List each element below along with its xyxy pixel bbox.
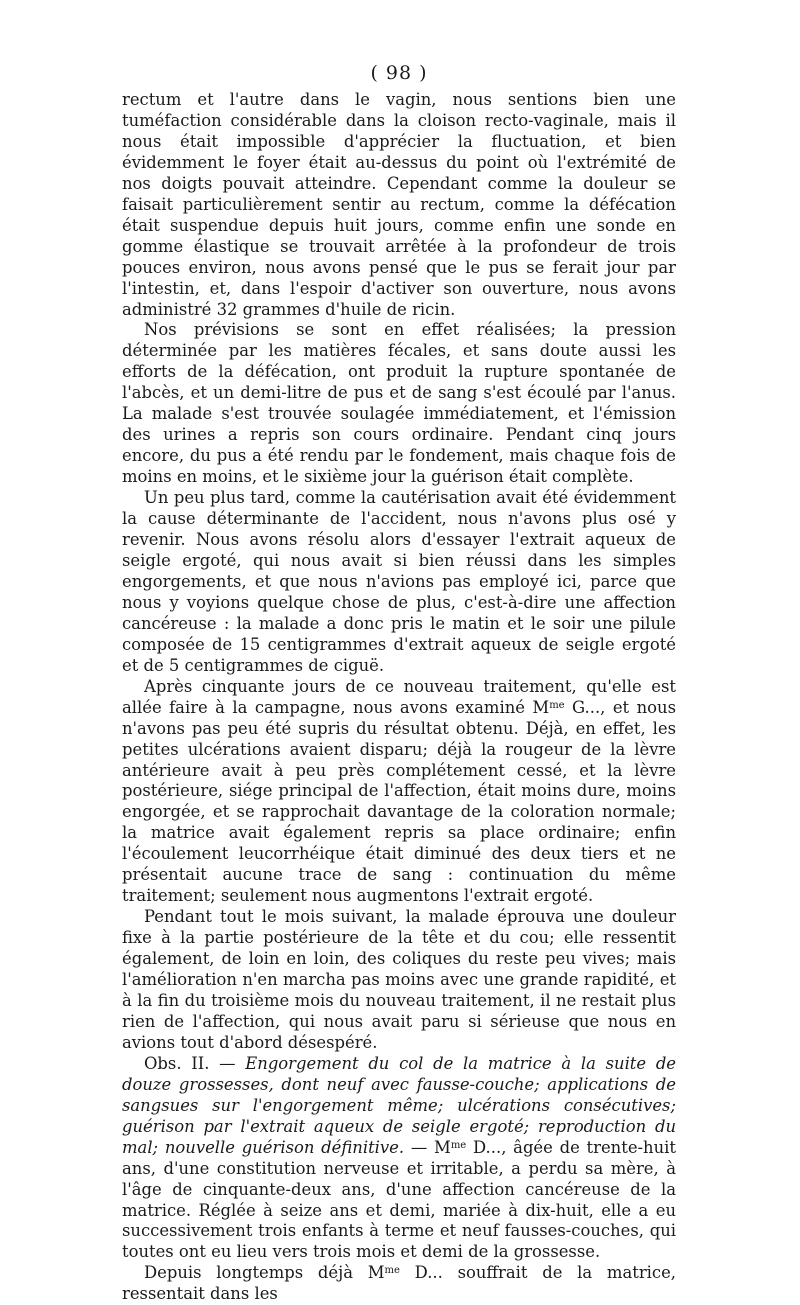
page-number: ( 98 ) [370,62,428,84]
observation-label: Obs. II. — [144,1053,246,1073]
observation-title: Engorgement du col de la matrice à la suite de douze grossesses, dont neuf avec fausse-couche; applications de sangsues sur l'engorgement même; ulcérations consécutives; guérison par l'extrait aqueux de seigle ergoté; reproduction du mal; nouvelle guérison définitive. [122,1053,677,1157]
abbreviation-superscript: me [549,699,565,711]
paragraph-text: D..., âgée de trente-huit ans, d'une constitution nerveuse et irritable, a perdu sa mère, à l'âge de cinquante-deux ans, d'une affection cancéreuse de la matrice. Réglée à seize ans et demi, mariée à dix-huit, elle a eu successivement trois enfants à terme et neuf fausses-couches, qui toutes ont eu lieu vers trois mois et demi de la grossesse. [122,1137,677,1262]
abbreviation-superscript: me [450,1139,467,1151]
paragraph-text: G..., et nous n'avons pas peu été supris du résultat obtenu. Déjà, en effet, les petites ulcérations avaient disparu; déjà la rougeur de la lèvre antérieure avait à peu près complétement cessé, et la lèvre postérieure, siége principal de l'affection, était moins dure, moins engorgée, et se rapprochait davantage de la coloration normale; la matrice avait également repris sa place ordinaire; enfin l'écoulement leucorrhéique était diminué des deux tiers et ne présentait aucune trace de sang : continuation du même traitement; seulement nous augmentons l'extrait ergoté. [122,697,676,906]
paragraph [122,677,676,907]
paragraph [122,1263,676,1305]
abbreviation-superscript: me [384,1265,400,1277]
paragraph-text: Après cinquante jours de ce nouveau traitement, qu'elle est allée faire à la campagne, nous avons examiné M [122,676,676,717]
patient-name: M [434,1137,451,1157]
paragraph: Pendant tout le mois suivant, la malade éprouva une douleur fixe à la partie postérieure de la tête et du cou; elle ressentit également, de loin en loin, des coliques du reste peu vives; mais l'amélioration n'en marcha pas moins avec une grande rapidité, et à la fin du troisième mois du nouveau traitement, il ne restait plus rien de l'affection, qui nous avait paru si sérieuse que nous en avions tout d'abord désespéré. [122,907,676,1052]
paragraph: Nos prévisions se sont en effet réalisées; la pression déterminée par les matières fécales, et sans doute aussi les efforts de la défécation, ont produit la rupture spontanée de l'abcès, et un demi-litre de pus et de sang s'est écoulé par l'anus. La malade s'est trouvée soulagée immédiatement, et l'émission des urines a repris son cours ordinaire. Pendant cinq jours encore, du pus a été rendu par le fondement, mais chaque fois de moins en moins, et le sixième jour la guérison était complète. [122,320,676,487]
observation-paragraph [122,1054,676,1264]
paragraph-text: D... souffrait de la matrice, ressentait dans les [122,1263,676,1304]
body-text [122,90,676,1305]
dash: — [404,1137,435,1157]
paragraph: Un peu plus tard, comme la cautérisation avait été évidemment la cause déterminante de l'accident, nous n'avons plus osé y revenir. Nous avons résolu alors d'essayer l'extrait aqueux de seigle ergoté, qui nous avait si bien réussi dans les simples engorgements, et que nous n'avions pas employé ici, parce que nous y voyions quelque chose de plus, c'est-à-dire une affection cancéreuse : la malade a donc pris le matin et le soir une pilule composée de 15 centigrammes d'extrait aqueux de seigle ergoté et de 5 centigrammes de ciguë. [122,488,676,675]
paragraph-text: Depuis longtemps déjà M [144,1263,385,1283]
paragraph-continuation: rectum et l'autre dans le vagin, nous sentions bien une tuméfaction considérable dans la cloison recto-vaginale, mais il nous était impossible d'apprécier la fluctuation, et bien évidemment le foyer était au-dessus du point où l'extrémité de nos doigts pouvait atteindre. Cependant comme la douleur se faisait particulièrement sentir au rectum, comme la défécation était suspendue depuis huit jours, comme enfin une sonde en gomme élastique se trouvait arrêtée à la profondeur de trois pouces environ, nous avons pensé que le pus se ferait jour par l'intestin, et, dans l'espoir d'activer son ouverture, nous avons administré 32 grammes d'huile de ricin. [122,90,676,319]
